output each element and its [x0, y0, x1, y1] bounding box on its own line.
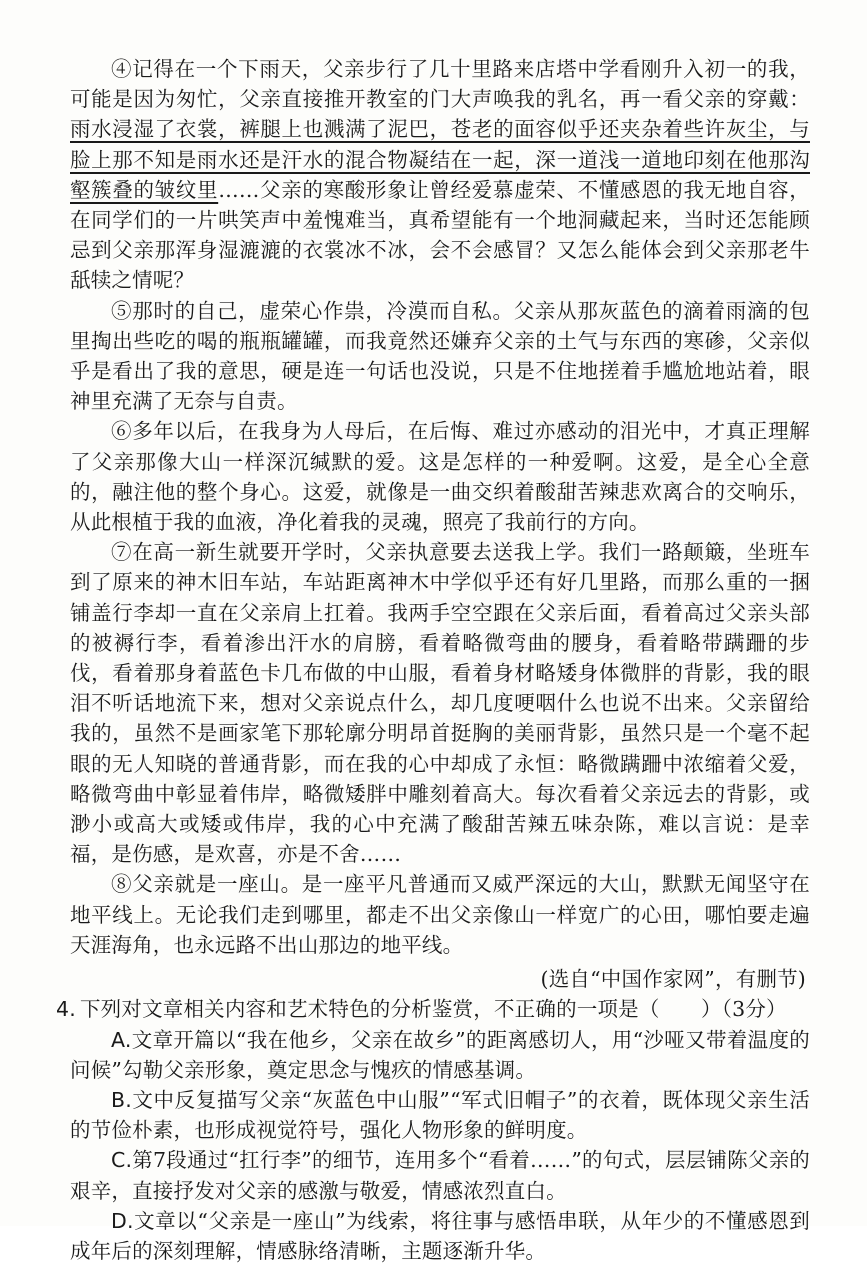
paragraph-8: ⑧父亲就是一座山。是一座平凡普通而又威严深远的大山，默默无闻坚守在地平线上。无论我们走到哪里，都走不出父亲像山一样宽广的心田，哪怕要走遍天涯海角，也永远路不出山那边的地平线。	[70, 872, 810, 957]
paragraph-4	[70, 54, 810, 296]
paragraph-7: ⑦在高一新生就要开学时，父亲执意要去送我上学。我们一路颠簸，坐班车到了原来的神木旧车站，车站距离神木中学似乎还有好几里路，而那么重的一捆铺盖行李却一直在父亲肩上扛着。我两手空空跟在父亲后面，看着高过父亲头部的被褥行李，看着渗出汗水的肩膀，看着略微弯曲的腰身，看着略带蹒跚的步伐，看着那身着蓝色卡几布做的中山服，看着身材略矮身体微胖的背影，我的眼泪不听话地流下来，想对父亲说点什么，却几度哽咽什么也说不出来。父亲留给我的，虽然不是画家笔下那轮廓分明昂首挺胸的美丽背影，虽然只是一个毫不起眼的无人知晓的普通背影，而在我的心中却成了永恒：略微蹒跚中浓缩着父爱，略微弯曲中彰显着伟岸，略微矮胖中雕刻着高大。每次看着父亲远去的背影，或渺小或高大或矮或伟岸，我的心中充满了酸甜苦辣五味杂陈，难以言说：是幸福，是伤感，是欢喜，亦是不舍……	[70, 540, 810, 867]
paragraph-5: ⑤那时的自己，虚荣心作祟，冷漠而自私。父亲从那灰蓝色的滴着雨滴的包里掏出些吃的喝的瓶瓶罐罐，而我竟然还嫌弃父亲的土气与东西的寒碜，父亲似乎是看出了我的意思，硬是连一句话也没说，只是不住地搓着手尴尬地站着，眼神里充满了无奈与自责。	[70, 298, 810, 414]
paragraph-6: ⑥多年以后，在我身为人母后，在后悔、难过亦感动的泪光中，才真正理解了父亲那像大山一样深沉缄默的爱。这是怎样的一种爱啊。这爱，是全心全意的，融注他的整个身心。这爱，就像是一曲交织着酸甜苦辣悲欢离合的交响乐，从此根植于我的血液，净化着我的灵魂，照亮了我前行的方向。	[70, 419, 810, 535]
paragraph-4-after: ……父亲的寒酸形象让曾经爱慕虚荣、不懂感恩的我无地自容，在同学们的一片哄笑声中羞愧难当，真希望能有一个地洞藏起来，当时还怎能顾忌到父亲那浑身湿漉漉的衣裳冰不冰，会不会感冒？又怎么能体会到父亲那老牛舐犊之情呢？	[70, 177, 810, 293]
question-stem: 下列对文章相关内容和艺术特色的分析鉴赏，不正确的一项是（ ）（3分）	[79, 997, 787, 1022]
option-d	[70, 1206, 810, 1266]
paragraph-4-before: ④记得在一个下雨天，父亲步行了几十里路来店塔中学看刚升入初一的我，可能是因为匆忙，父亲直接推开教室的门大声唤我的乳名，再一看父亲的穿戴：	[70, 57, 810, 112]
option-d-text: 文章以“父亲是一座山”为线索，将往事与感悟串联，从年少的不懂感恩到成年后的深刻理解，情感脉络清晰，主题逐渐升华。	[70, 1208, 810, 1263]
question-number: 4.	[56, 997, 76, 1022]
option-c	[70, 1145, 810, 1205]
option-b	[70, 1085, 810, 1145]
question-4	[56, 994, 810, 1024]
option-d-letter: D.	[111, 1208, 134, 1233]
option-a-letter: A.	[111, 1027, 132, 1052]
option-b-text: 文中反复描写父亲“灰蓝色中山服”“军式旧帽子”的衣着，既体现父亲生活的节俭朴素，也形成视觉符号，强化人物形象的鲜明度。	[70, 1087, 810, 1143]
option-b-letter: B.	[111, 1087, 132, 1112]
option-c-text: 第7段通过“扛行李”的细节，连用多个“看着……”的句式，层层铺陈父亲的艰辛，直接抒发对父亲的感激与敬爱，情感浓烈直白。	[70, 1148, 810, 1203]
paragraph-4-underlined: 雨水浸湿了衣裳，裤腿上也溅满了泥巴，苍老的面容似乎还夹杂着些许灰尘，与脸上那不知是雨水还是汗水的混合物凝结在一起，深一道浅一道地印刻在他那沟壑簇叠的皱纹里	[70, 117, 810, 202]
exam-content	[56, 54, 810, 1266]
option-a-text: 文章开篇以“我在他乡，父亲在故乡”的距离感切人，用“沙哑又带着温度的问候”勾勒父亲形象，奠定思念与愧疚的情感基调。	[70, 1027, 810, 1082]
option-c-letter: C.	[111, 1148, 133, 1173]
source-citation: (选自“中国作家网”，有删节)	[540, 967, 806, 992]
option-a	[70, 1025, 810, 1085]
